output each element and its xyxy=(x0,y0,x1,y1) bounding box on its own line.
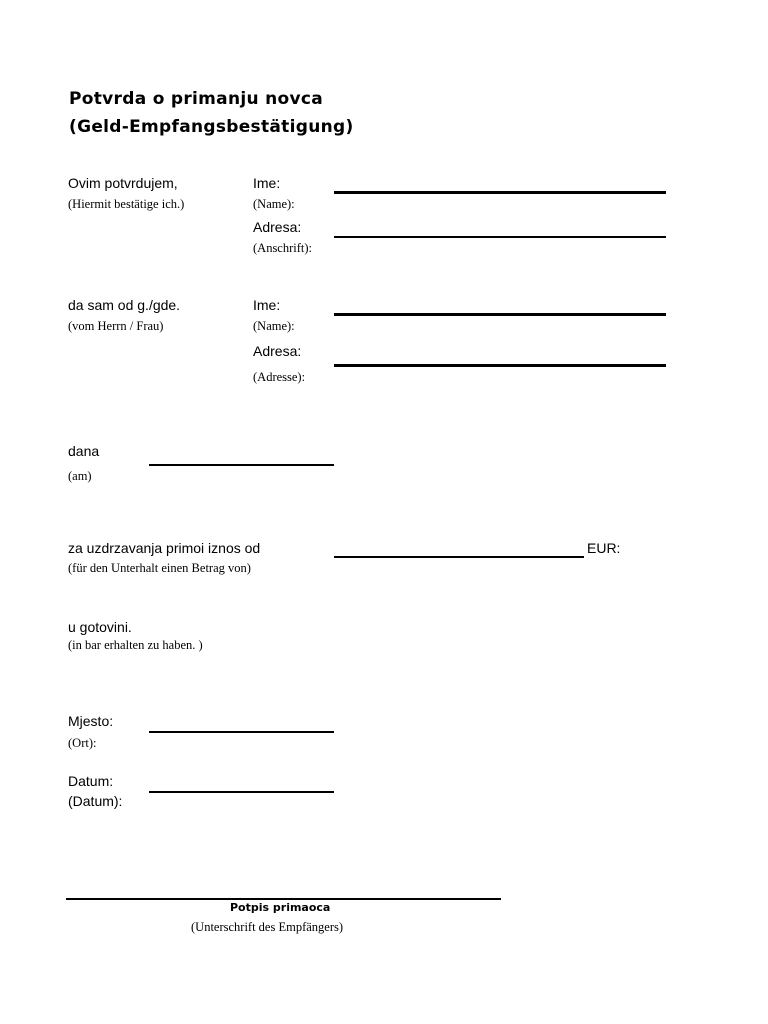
payer-intro: da sam od g./gde. xyxy=(68,297,181,313)
recipient-address-field[interactable] xyxy=(334,236,666,238)
recipient-address-label-de: (Anschrift): xyxy=(253,241,313,255)
payer-name-field[interactable] xyxy=(334,313,666,316)
cash-label-de: (in bar erhalten zu haben. ) xyxy=(68,638,203,652)
place-field[interactable] xyxy=(149,731,334,733)
signature-label-de: (Unterschrift des Empfängers) xyxy=(191,920,344,934)
currency-label: EUR: xyxy=(587,540,621,556)
signature-line[interactable] xyxy=(66,898,501,900)
amount-label-de: (für den Unterhalt einen Betrag von) xyxy=(68,561,251,575)
date-label-de: (Datum): xyxy=(68,793,123,809)
payer-name-label-de: (Name): xyxy=(253,319,295,333)
date-field[interactable] xyxy=(149,791,334,793)
amount-field[interactable] xyxy=(334,556,584,558)
date-label: Datum: xyxy=(68,773,114,789)
place-label: Mjesto: xyxy=(68,713,114,729)
recipient-name-label-de: (Name): xyxy=(253,197,295,211)
date-on-field[interactable] xyxy=(149,464,334,466)
recipient-name-field[interactable] xyxy=(334,191,666,194)
payer-address-label-de: (Adresse): xyxy=(253,370,306,384)
payer-name-label: Ime: xyxy=(253,297,281,313)
payer-intro-de: (vom Herrn / Frau) xyxy=(68,319,164,333)
recipient-intro-de: (Hiermit bestätige ich.) xyxy=(68,197,185,211)
place-label-de: (Ort): xyxy=(68,736,97,750)
document-title: Potvrda o primanju novca xyxy=(69,89,324,109)
date-on-label-de: (am) xyxy=(68,469,92,483)
recipient-intro: Ovim potvrdujem, xyxy=(68,175,178,191)
amount-label: za uzdrzavanja primoi iznos od xyxy=(68,540,261,556)
payer-address-label: Adresa: xyxy=(253,343,302,359)
date-on-label: dana xyxy=(68,443,100,459)
document-subtitle: (Geld-Empfangsbestätigung) xyxy=(69,117,354,137)
cash-label: u gotovini. xyxy=(68,619,132,635)
signature-label: Potpis primaoca xyxy=(230,901,331,914)
recipient-address-label: Adresa: xyxy=(253,219,302,235)
payer-address-field[interactable] xyxy=(334,364,666,367)
recipient-name-label: Ime: xyxy=(253,175,281,191)
